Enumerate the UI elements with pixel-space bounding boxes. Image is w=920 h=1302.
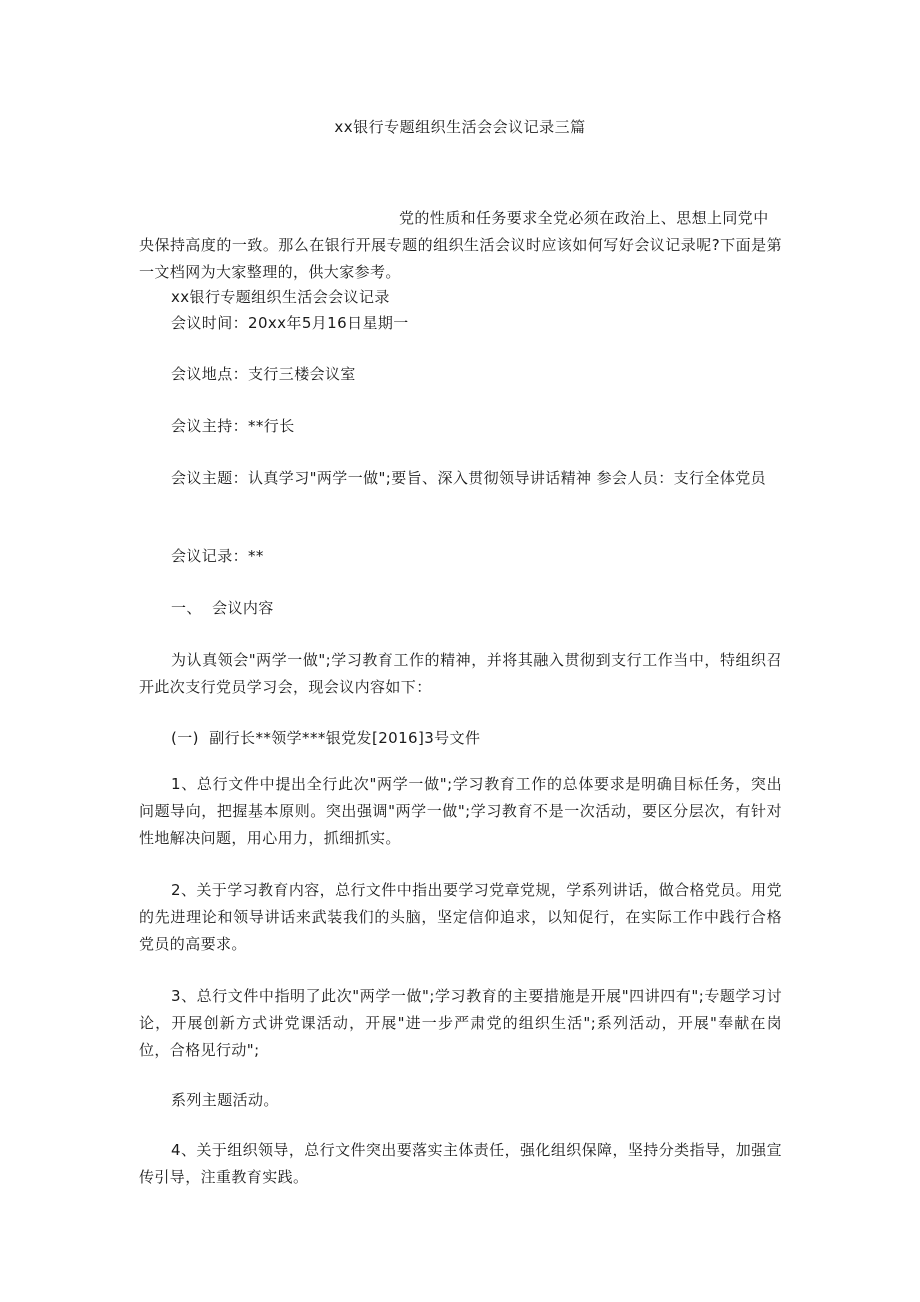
list-item: [139, 1137, 782, 1191]
meeting-recorder-text: 会议记录：**: [171, 547, 264, 565]
intro-line-1: 党的性质和任务要求全党必须在政治上、思想上同党中: [399, 209, 769, 227]
meeting-theme: [139, 465, 782, 492]
item-3b-text: 系列主题活动。: [171, 1091, 279, 1109]
list-item-continuation: [139, 1087, 782, 1114]
section-heading-text: 一、 会议内容: [171, 599, 274, 617]
intro-line-rest: 央保持高度的一致。那么在银行开展专题的组织生活会议时应该如何写好会议记录呢?下面是第一文档网为大家整理的，供大家参考。: [139, 236, 782, 281]
item-4-text: 4、关于组织领导，总行文件突出要落实主体责任，强化组织保障，坚持分类指导，加强宣传引导，注重教育实践。: [139, 1141, 782, 1186]
meeting-host-text: 会议主持：**行长: [171, 417, 295, 435]
item-2-text: 2、关于学习教育内容，总行文件中指出要学习党章党规，学系列讲话，做合格党员。用党的先进理论和领导讲话来武装我们的头脑，坚定信仰追求，以知促行，在实际工作中践行合格党员的高要求。: [139, 881, 782, 953]
subtitle: [139, 284, 782, 311]
intro-paragraph: [139, 205, 782, 286]
list-item: [139, 877, 782, 958]
section-heading: [139, 595, 782, 622]
list-item: [139, 983, 782, 1064]
item-3-text: 3、总行文件中指明了此次"两学一做";学习教育的主要措施是开展"四讲四有";专题学习讨论，开展创新方式讲党课活动，开展"进一步严肃党的组织生活";系列活动，开展"奉献在岗位，合格见行动";: [139, 987, 782, 1059]
meeting-recorder: [139, 543, 782, 570]
meeting-place-text: 会议地点：支行三楼会议室: [171, 365, 356, 383]
meeting-theme-text: 会议主题：认真学习"两学一做";要旨、深入贯彻领导讲话精神 参会人员：支行全体党员: [171, 469, 767, 487]
list-item: [139, 771, 782, 852]
meeting-place: [139, 361, 782, 388]
subsection-heading: [139, 725, 782, 752]
meeting-time-text: 会议时间：20xx年5月16日星期一: [171, 314, 409, 332]
subtitle-text: xx银行专题组织生活会会议记录: [171, 288, 390, 306]
document-title: xx银行专题组织生活会会议记录三篇: [334, 118, 586, 136]
meeting-host: [139, 413, 782, 440]
item-1-text: 1、总行文件中提出全行此次"两学一做";学习教育工作的总体要求是明确目标任务，突出问题导向，把握基本原则。突出强调"两学一做";学习教育不是一次活动，要区分层次，有针对性地解决问题，用心用力，抓细抓实。: [139, 775, 782, 847]
subsection-heading-text: (一) 副行长**领学***银党发[2016]3号文件: [171, 729, 481, 747]
meeting-time: [139, 310, 782, 337]
paragraph-intro: [139, 647, 782, 701]
paragraph-intro-text: 为认真领会"两学一做";学习教育工作的精神，并将其融入贯彻到支行工作当中，特组织召开此次支行党员学习会，现会议内容如下：: [139, 651, 782, 696]
